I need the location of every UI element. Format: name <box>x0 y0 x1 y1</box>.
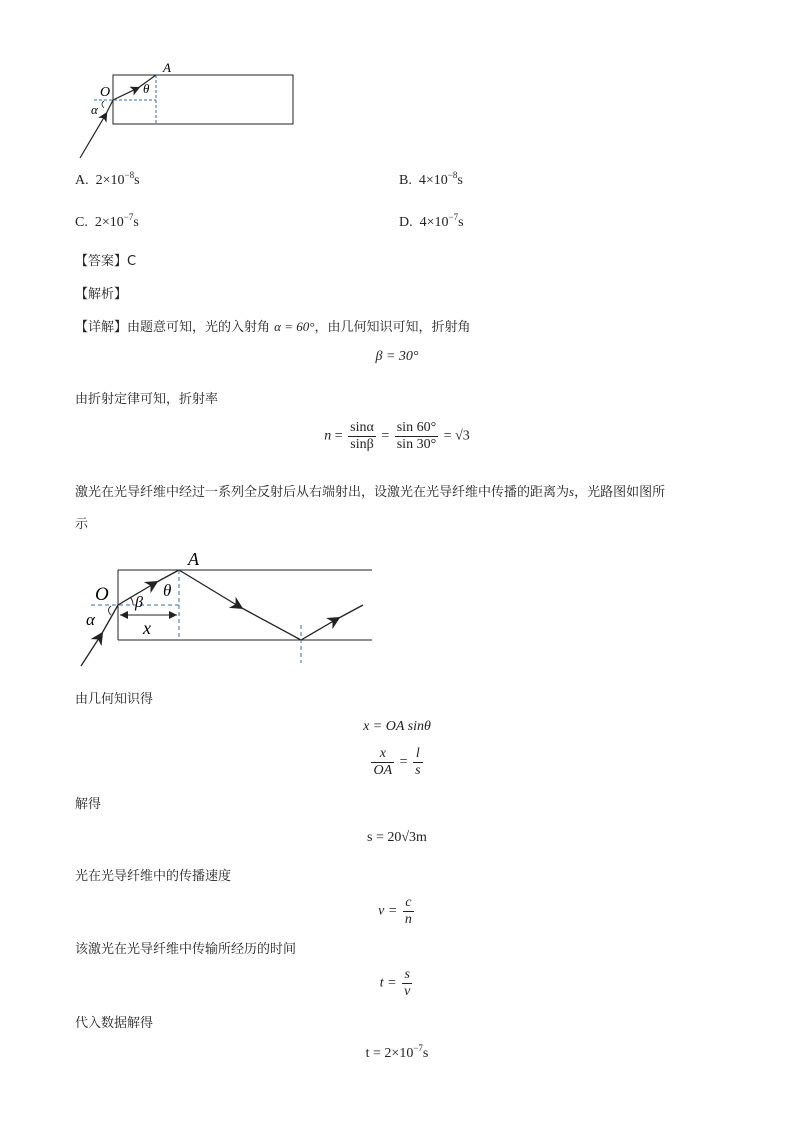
para-laser-2: 示 <box>75 517 89 532</box>
para-laser-1: 激光在光导纤维中经过一系列全反射后从右端射出，设激光在光导纤维中传播的距离为s，光路图如图所 <box>75 484 666 500</box>
label-x: x <box>143 618 151 638</box>
option-c[interactable]: C. $2\times 10^{-7}s$ <box>75 212 139 230</box>
analysis-label: 【解析】 <box>75 287 128 302</box>
line-solve: 解得 <box>75 797 102 812</box>
eq-t: t = $\frac{s}{v}$ <box>379 967 411 999</box>
option-d[interactable]: D. $4\times 10^{-7}s$ <box>399 212 464 230</box>
reflected-ray-2 <box>301 619 337 640</box>
option-a[interactable]: A. $2\times 10^{-8}s$ <box>75 170 140 188</box>
label-theta: θ <box>163 581 172 600</box>
figure-fiber-small <box>70 58 310 163</box>
eq-s: s = 20√3m <box>367 830 427 845</box>
incident-ray <box>81 635 101 666</box>
label-A: A <box>163 60 171 75</box>
label-alpha: α <box>91 102 98 117</box>
line-sub: 代入数据解得 <box>75 1016 154 1031</box>
line-time: 该激光在光导纤维中传输所经历的时间 <box>75 942 297 957</box>
label-A: A <box>188 549 199 569</box>
eq-ratio: $\frac{x}{OA}$ = $\frac{l}{s}$ <box>373 746 421 778</box>
label-beta: β <box>135 594 143 611</box>
reflected-ray-1 <box>179 570 240 607</box>
line-speed: 光在光导纤维中的传播速度 <box>75 869 232 884</box>
line-geometry: 由几何知识得 <box>75 692 154 707</box>
eq-x: x = OA sinθ <box>363 719 431 734</box>
label-theta: θ <box>143 81 150 96</box>
eq-final: $t = 2\times 10^{-7}s$ <box>365 1043 429 1061</box>
line-refraction: 由折射定律可知，折射率 <box>75 392 219 407</box>
answer-line <box>75 250 136 269</box>
answer-label: 【答案】 <box>75 254 128 269</box>
label-alpha: α <box>86 610 95 629</box>
detail-line: 【详解】由题意可知，光的入射角 α = 60°，由几何知识可知，折射角 <box>75 319 471 335</box>
label-O: O <box>100 85 111 100</box>
refracted-ray <box>113 88 138 100</box>
eq-v: v = $\frac{c}{n}$ <box>378 895 412 927</box>
incident-ray <box>80 114 106 158</box>
label-O: O <box>95 584 109 605</box>
figure-fiber-path <box>75 545 385 670</box>
eq-beta: β = 30° <box>375 349 419 364</box>
answer-value: C <box>127 254 137 269</box>
eq-n: n = $\frac{\sin\alpha}{\sin\beta}$ = $\frac{\sin 60^\circ}{\sin 30^\circ}$ = √3 <box>324 420 470 452</box>
option-b[interactable]: B. $4\times 10^{-8}s$ <box>399 170 463 188</box>
